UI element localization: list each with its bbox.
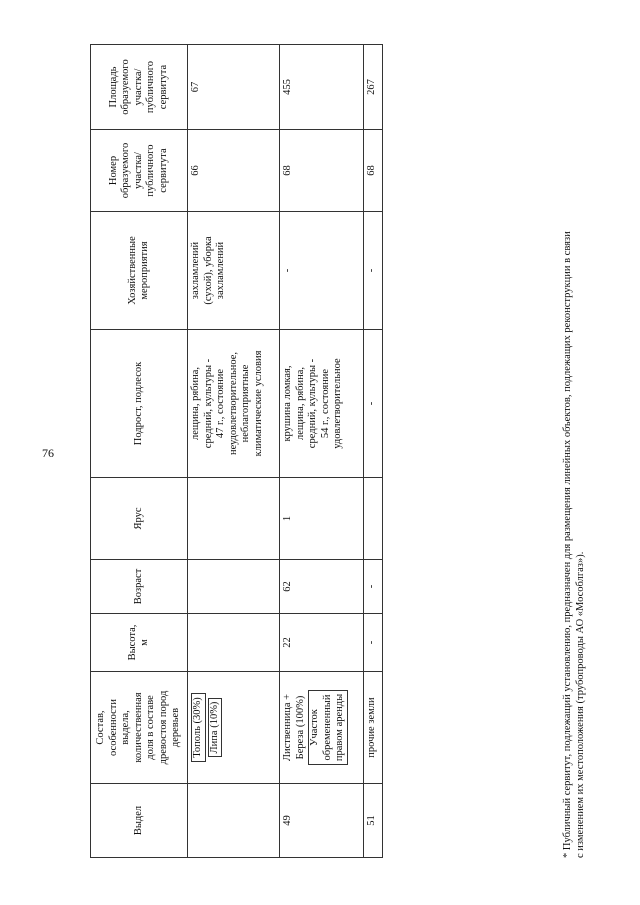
cell-vozrast (188, 560, 280, 614)
header-vydel: Выдел (91, 784, 188, 858)
cell-vysota: - (364, 614, 383, 672)
forest-inventory-table (90, 44, 383, 858)
table-row (280, 45, 364, 858)
cell-ploshchad: 455 (280, 45, 364, 130)
cell-yarus (188, 478, 280, 560)
footnote (562, 45, 587, 858)
cell-ploshchad: 67 (188, 45, 280, 130)
cell-sostav: Лиственница + Береза (100%) Участок обремененный правом аренды (280, 672, 364, 784)
header-ploshchad: Площадь образуемого участка/ публичного сервитута (91, 45, 188, 130)
header-nomer: Номер образуемого участка/ публичного сервитута (91, 130, 188, 212)
rotated-page-content (90, 45, 601, 858)
cell-podrost: лещина, рябина, средний, культуры - 47 г., состояние неудовлетворительное, неблагоприятные климатические условия (188, 330, 280, 478)
encumbrance-box: Участок обремененный правом аренды (308, 690, 348, 765)
header-meropriyatiya: Хозяйственные мероприятия (91, 212, 188, 330)
footnote-line: * Публичный сервитут, подлежащий установлению, предназначен для размещения линейных объектов, подлежащих реконструкции в связи (562, 231, 573, 858)
cell-ploshchad: 267 (364, 45, 383, 130)
cell-vydel (188, 784, 280, 858)
species-box: Тополь (30%) (191, 693, 206, 762)
cell-podrost: крушина ломкая, лещина, рябина, средний, культуры - 54 г., состояние удовлетворительное (280, 330, 364, 478)
cell-nomer: 66 (188, 130, 280, 212)
cell-vysota (188, 614, 280, 672)
cell-vozrast: 62 (280, 560, 364, 614)
cell-nomer: 68 (280, 130, 364, 212)
cell-vydel: 49 (280, 784, 364, 858)
header-podrost: Подрост, подлесок (91, 330, 188, 478)
cell-sostav: прочие земли (364, 672, 383, 784)
cell-vozrast: - (364, 560, 383, 614)
table-header-row (91, 45, 188, 858)
header-yarus: Ярус (91, 478, 188, 560)
cell-meropriyatiya: захламлений (сухой), уборка захламлений (188, 212, 280, 330)
cell-yarus (364, 478, 383, 560)
cell-meropriyatiya: - (364, 212, 383, 330)
cell-sostav (188, 672, 280, 784)
footnote-line: с изменением их местоположения (трубопроводы АО «Мособлгаз»). (574, 551, 586, 858)
cell-podrost: - (364, 330, 383, 478)
table-row (364, 45, 383, 858)
cell-vysota: 22 (280, 614, 364, 672)
header-vysota: Высота, м (91, 614, 188, 672)
cell-yarus: 1 (280, 478, 364, 560)
cell-vydel: 51 (364, 784, 383, 858)
header-vozrast: Возраст (91, 560, 188, 614)
cell-nomer: 68 (364, 130, 383, 212)
cell-meropriyatiya: - (280, 212, 364, 330)
species-box: Липа (10%) (208, 698, 223, 758)
header-sostav: Состав, особенности выдела, количественная доля в составе древостоя пород деревьев (91, 672, 188, 784)
table-row (188, 45, 280, 858)
page-number: 76 (42, 446, 54, 460)
